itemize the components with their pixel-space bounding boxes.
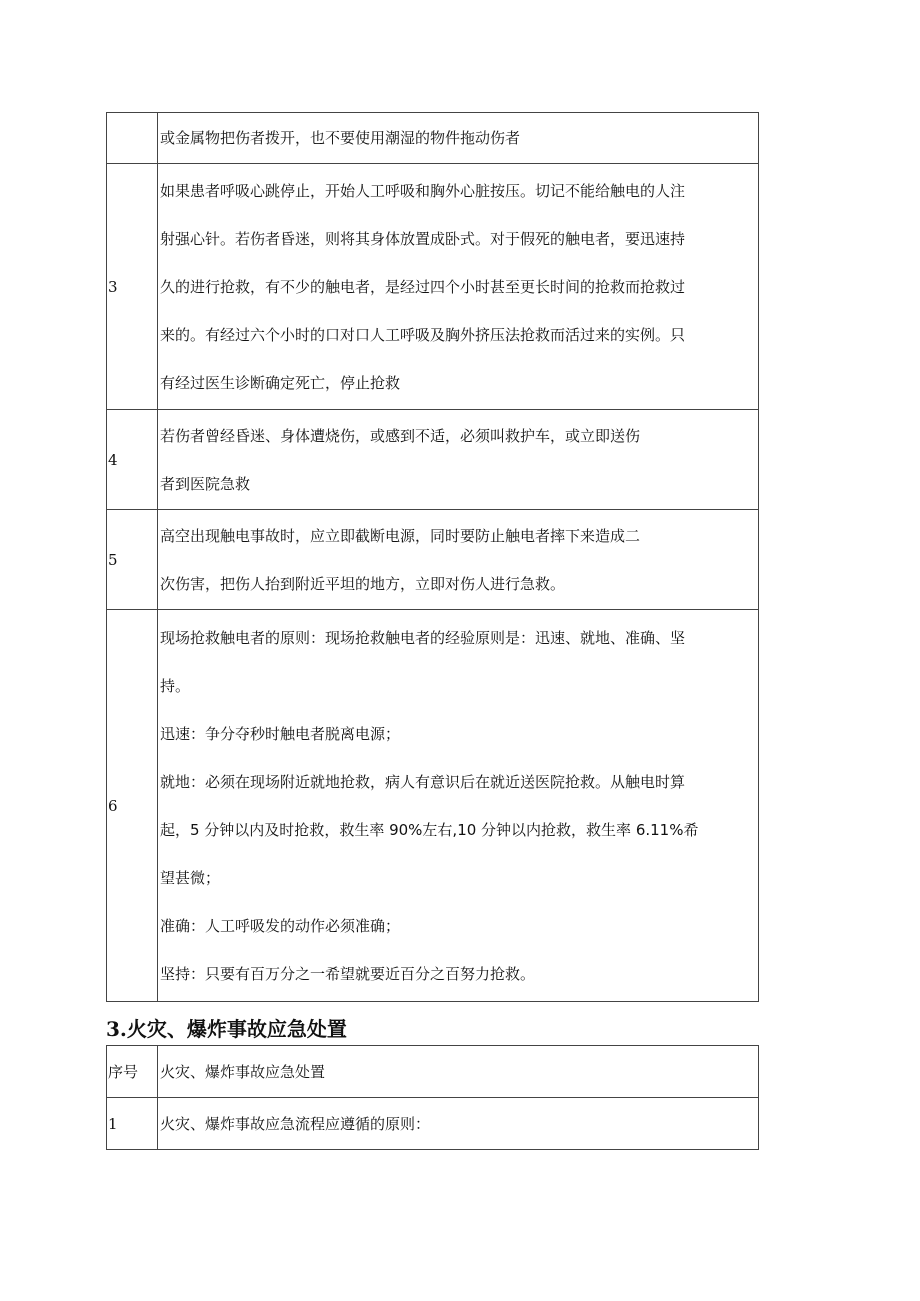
row-number: 5 [107, 510, 158, 610]
table-row [107, 164, 759, 410]
content-line: 次伤害，把伤人抬到附近平坦的地方，立即对伤人进行急救。 [160, 574, 566, 593]
content-line: 迅速：争分夺秒时触电者脱离电源； [160, 724, 401, 743]
content-line: 如果患者呼吸心跳停止，开始人工呼吸和胸外心脏按压。切记不能给触电的人注 [160, 181, 686, 200]
table-row [107, 113, 759, 164]
content-line: 若伤者曾经昏迷、身体遭烧伤，或感到不适，必须叫救护车，或立即送伤 [160, 426, 641, 445]
header-title: 火灾、爆炸事故应急处置 [158, 1046, 759, 1098]
table-row [107, 610, 759, 1002]
content-line: 或金属物把伤者拨开，也不要使用潮湿的物件拖动伤者 [160, 129, 521, 147]
section-title: 火灾、爆炸事故应急处置 [126, 1017, 347, 1041]
row-content [158, 510, 759, 610]
table-row [107, 510, 759, 610]
section-heading [106, 1013, 347, 1042]
content-line: 持。 [160, 676, 191, 695]
first-aid-table [106, 112, 759, 1002]
table-header-row [107, 1046, 759, 1098]
row-number [107, 113, 158, 164]
row-content [158, 113, 759, 164]
content-line: 起，5 分钟以内及时抢救，救生率 90%左右,10 分钟以内抢救，救生率 6.11%希 [160, 820, 699, 839]
table-row [107, 1098, 759, 1150]
row-content [158, 164, 759, 410]
table-row [107, 410, 759, 510]
row-content [158, 610, 759, 1002]
content-line: 就地：必须在现场附近就地抢救，病人有意识后在就近送医院抢救。从触电时算 [160, 772, 686, 791]
content-line: 现场抢救触电者的原则：现场抢救触电者的经验原则是：迅速、就地、准确、坚 [160, 628, 686, 647]
row-number: 4 [107, 410, 158, 510]
row-number: 6 [107, 610, 158, 1002]
content-line: 准确：人工呼吸发的动作必须准确； [160, 916, 401, 935]
row-content [158, 410, 759, 510]
section-number: 3. [106, 1017, 127, 1041]
content-line: 者到医院急救 [160, 474, 251, 493]
content-line: 射强心针。若伤者昏迷，则将其身体放置成卧式。对于假死的触电者，要迅速持 [160, 229, 686, 248]
header-number: 序号 [107, 1046, 158, 1098]
content-line: 久的进行抢救，有不少的触电者，是经过四个小时甚至更长时间的抢救而抢救过 [160, 277, 686, 296]
content-line: 坚持：只要有百万分之一希望就要近百分之百努力抢救。 [160, 964, 536, 983]
content-line: 高空出现触电事故时，应立即截断电源，同时要防止触电者摔下来造成二 [160, 526, 641, 545]
content-line: 来的。有经过六个小时的口对口人工呼吸及胸外挤压法抢救而活过来的实例。只 [160, 325, 686, 344]
fire-explosion-table [106, 1045, 759, 1150]
row-number: 3 [107, 164, 158, 410]
content-line: 望甚微； [160, 868, 221, 887]
row-content: 火灾、爆炸事故应急流程应遵循的原则： [158, 1098, 759, 1150]
row-number: 1 [107, 1098, 158, 1150]
content-line: 有经过医生诊断确定死亡，停止抢救 [160, 373, 401, 392]
